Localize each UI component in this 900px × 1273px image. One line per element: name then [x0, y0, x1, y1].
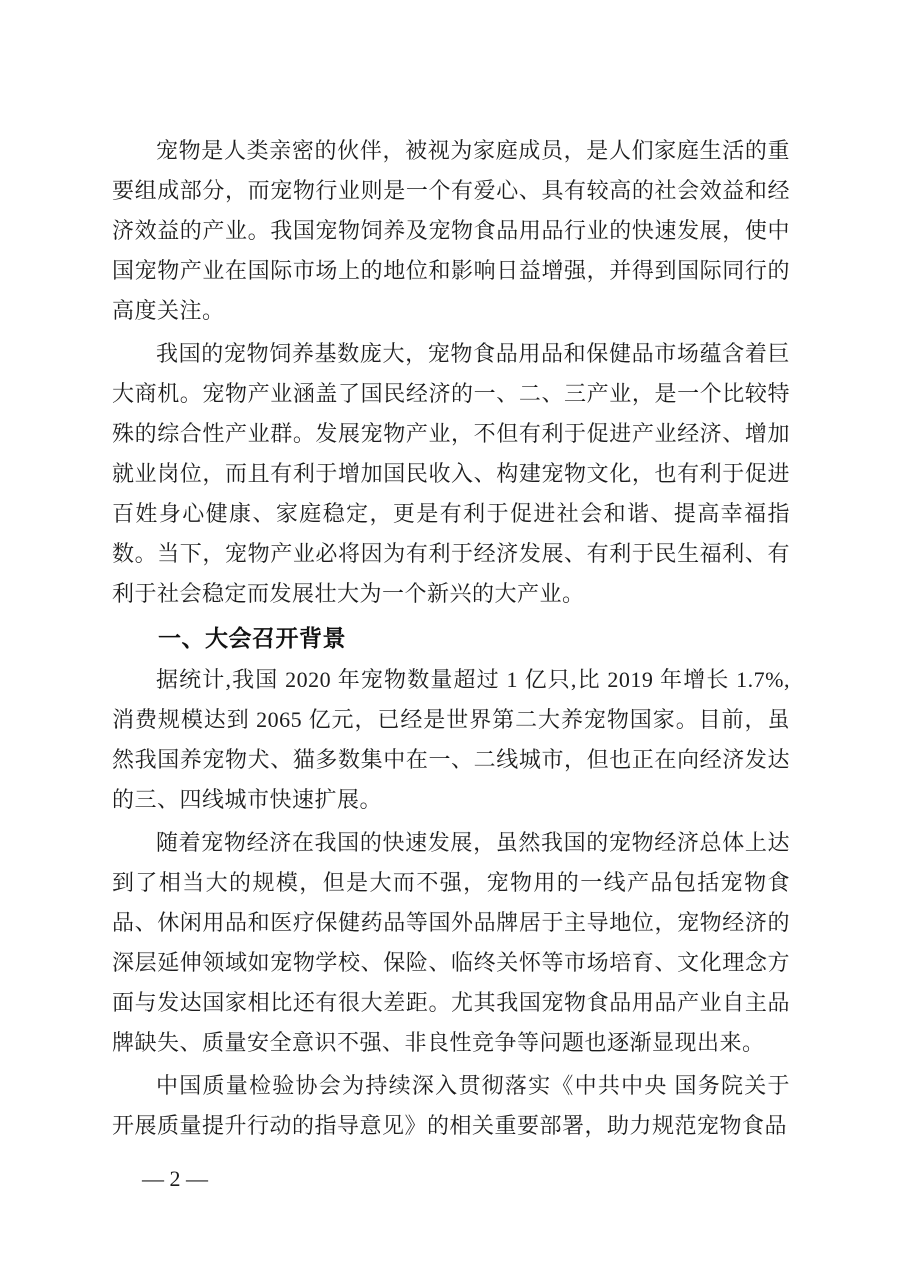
intro-paragraph-2: 我国的宠物饲养基数庞大，宠物食品用品和保健品市场蕴含着巨大商机。宠物产业涵盖了国民经济的一、二、三产业，是一个比较特殊的综合性产业群。发展宠物产业，不但有利于促进产业经济、增加就业岗位，而且有利于增加国民收入、构建宠物文化，也有利于促进百姓身心健康、家庭稳定，更是有利于促进社会和谐、提高幸福指数。当下，宠物产业必将因为有利于经济发展、有利于民生福利、有利于社会稳定而发展壮大为一个新兴的大产业。 — [112, 341, 790, 606]
section1-paragraph-2: 随着宠物经济在我国的快速发展，虽然我国的宠物经济总体上达到了相当大的规模，但是大而不强，宠物用的一线产品包括宠物食品、休闲用品和医疗保健药品等国外品牌居于主导地位，宠物经济的深层延伸领域如宠物学校、保险、临终关怀等市场培育、文化理念方面与发达国家相比还有很大差距。尤其我国宠物食品用品产业自主品牌缺失、质量安全意识不强、非良性竞争等问题也逐渐显现出来。 — [112, 830, 790, 1055]
section1-paragraph-3: 中国质量检验协会为持续深入贯彻落实《中共中央 国务院关于开展质量提升行动的指导意见》的相关重要部署，助力规范宠物食品 — [112, 1073, 790, 1138]
section-heading-background: 一、大会召开背景 — [158, 625, 346, 651]
document-body — [112, 131, 790, 1149]
page-number: — 2 — — [142, 1166, 208, 1191]
intro-paragraph-1: 宠物是人类亲密的伙伴，被视为家庭成员，是人们家庭生活的重要组成部分，而宠物行业则是一个有爱心、具有较高的社会效益和经济效益的产业。我国宠物饲养及宠物食品用品行业的快速发展，使中国宠物产业在国际市场上的地位和影响日益增强，并得到国际同行的高度关注。 — [112, 138, 790, 323]
section1-paragraph-1: 据统计,我国 2020 年宠物数量超过 1 亿只,比 2019 年增长 1.7%,消费规模达到 2065 亿元，已经是世界第二大养宠物国家。目前，虽然我国养宠物犬、猫多数集中在一、二线城市，但也正在向经济发达的三、四线城市快速扩展。 — [112, 667, 790, 812]
